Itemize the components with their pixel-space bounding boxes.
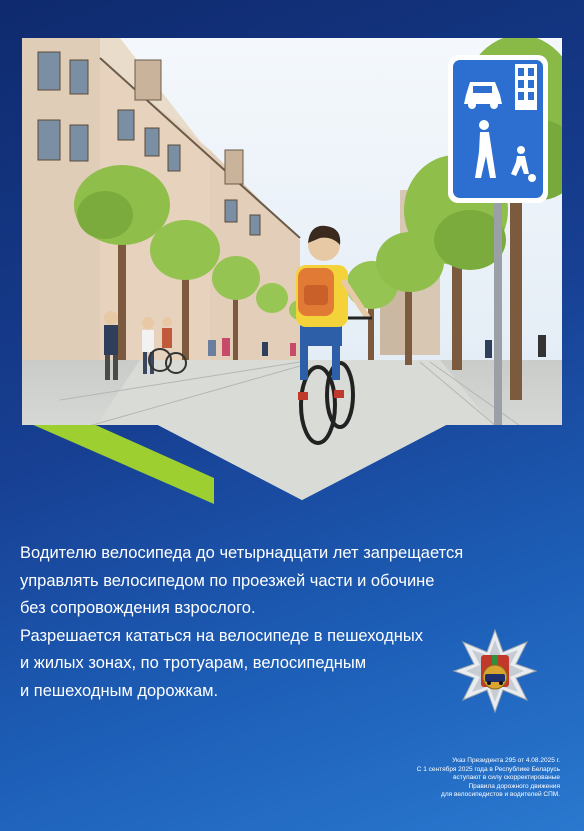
rule-text [20,540,464,705]
rule-line-4: Разрешается кататься на велосипеде в пешеходных [20,626,423,645]
rule-line-1: Водителю велосипеда до четырнадцати лет запрещается [20,544,464,562]
footnote-line-5: для велосипедистов и водителей СПМ. [441,791,560,799]
rule-line-6: и пешеходным дорожкам. [20,681,219,700]
footnote-line-1: Указ Президента 295 от 4.08.2025 г. [452,757,560,764]
footnote-line-3: вступают в силу скорректированые [453,774,560,782]
rule-line-3: без сопровождения взрослого. [20,599,256,617]
footnote-line-2: С 1 сентября 2025 года в Республике Беларусь [416,765,560,773]
pedestrian-zone-sign [448,55,548,203]
rule-line-5: и жилых зонах, по тротуарам, велосипедным [20,654,367,672]
traffic-police-emblem-icon [452,628,538,714]
house-icon [515,64,537,110]
legal-footnote [260,757,560,800]
footnote-line-4: Правила дорожного движения [468,782,560,790]
rule-line-2: управлять велосипедом по проезжей части и обочине [20,571,435,590]
